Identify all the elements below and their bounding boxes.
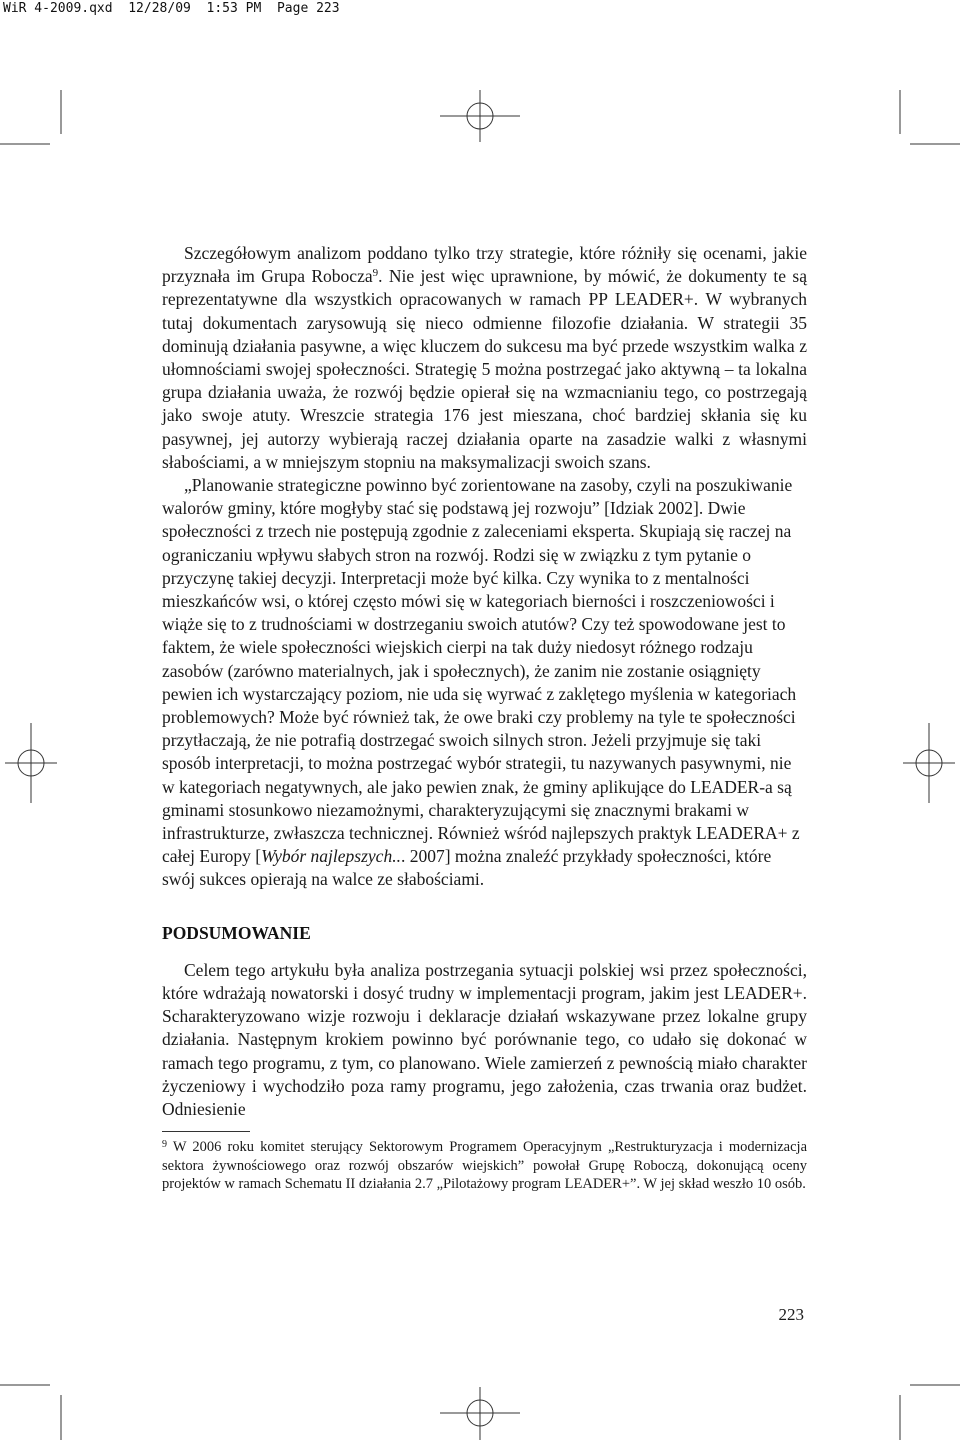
paragraph-text: Szczegółowym analizom poddano tylko trzy strategie, które różniły się ocenami, jakie przyznała im Grupa Robocza xyxy=(162,243,807,287)
registration-target-bottom xyxy=(440,1387,520,1440)
registration-target-top xyxy=(440,90,520,142)
slug-filename: WiR 4-2009.qxd xyxy=(3,1,113,16)
summary-paragraph: Celem tego artykułu była analiza postrzegania sytuacji polskiej wsi przez społeczności, które wdrażają nowatorski i dosyć trudny w implementacji program, jakim jest LEADER+. Scharakteryzowano wizje rozwoju i deklaracje działań wskazywane przez lokalne grupy działania. Następnym krokiem powinno być porównanie tego, co udało się dokonać w ramach tego programu, z tym, co planowano. Wiele zamierzeń z pewnością miało charakter życzeniowy i wychodziło poza ramy programu, jego założenia, czas trwania oraz budżet. Odniesienie xyxy=(162,959,807,1119)
footnote xyxy=(162,1138,807,1194)
page-number: 223 xyxy=(778,1305,804,1324)
italic-citation-title: Wybór najlepszych.. xyxy=(261,846,401,867)
footnote-text: W 2006 roku komitet sterujący Sektorowym Programem Operacyjnym „Restrukturyzacja i modernizacja sektora żywnościowego oraz rozwój obszarów wiejskich” powołał Grupę Roboczą, dokonującą oceny projektów w ramach Schematu II działania 2.7 „Pilotażowy program LEADER+”. W jej skład weszło 10 osób. xyxy=(162,1139,807,1193)
slug-page-label: Page 223 xyxy=(276,1,340,16)
section-heading: PODSUMOWANIE xyxy=(162,922,311,943)
footnote-reference[interactable]: 9 xyxy=(372,267,379,280)
page-content xyxy=(162,242,807,1194)
footnote-divider xyxy=(162,1131,250,1132)
body-paragraph-2 xyxy=(162,474,807,892)
body-paragraph-1 xyxy=(162,242,807,474)
footnote-number: 9 xyxy=(162,1139,167,1151)
slug-time: 1:53 PM xyxy=(206,1,262,16)
slug-date: 12/28/09 xyxy=(128,1,191,16)
paragraph-text: „Planowanie strategiczne powinno być zorientowane na zasoby, czyli na poszukiwanie walorów gminy, które mogłyby stać się podstawą jej rozwoju” [Idziak 2002]. Dwie społeczności z trzech nie postępują zgodnie z zaleceniami eksperta. Skupiają się raczej na ograniczaniu wpływu słabych stron na rozwój. Rodzi się w związku z tym pytanie o przyczynę takiej decyzji. Interpretacji może być kilka. Czy wynika to z mentalności mieszkańców wsi, o której często mówi się w kategoriach bierności i roszczeniowości i wiąże się to z trudnościami w dostrzeganiu swoich atutów? Czy też spowodowane jest to faktem, że wiele społeczności wiejskich cierpi na tak duży niedosyt różnego rodzaju zasobów (zarówno materialnych, jak i społecznych), że zanim nie zostanie osiągnięty pewien ich wystarczający poziom, nie uda się wyrwać z zaklętego myślenia w kategoriach problemowych? Może być również tak, że owe braki czy problemy na tyle te społeczności przytłaczają, że nie potrafią dostrzegać swoich silnych stron. Jeżeli przyjmuje się taki sposób interpretacji, to można postrzegać wybór strategii, tu nazywanych pasywnymi, nie w kategoriach negatywnych, ale jako pewien znak, że gminy aplikujące do LEADER-a są gminami stosunkowo niezamożnymi, charakteryzującymi się znacznymi brakami w infrastrukturze, zwłaszcza technicznej. Również wśród najlepszych praktyk LEADERA+ z całej Europy [ xyxy=(162,475,800,867)
registration-target-left xyxy=(5,723,57,803)
paragraph-text: . 2007] można znaleźć przykłady społeczności, które swój sukces opierają na walce ze słabościami. xyxy=(162,846,772,890)
paragraph-text: . Nie jest więc uprawnione, by mówić, że dokumenty te są reprezentatywne dla wszystkich opracowanych w ramach PP LEADER+. W wybranych tutaj dokumentach zarysowują się nieco odmienne filozofie działania. W strategii 35 dominują działania pasywne, a więc kluczem do sukcesu ma być przede wszystkim walka z ułomnościami swojej społeczności. Strategię 5 można postrzegać jako aktywną – ta lokalna grupa działania uważa, że rozwój będzie opierał się na wzmacnianiu tego, co postrzegają jako swoje atuty. Wreszcie strategia 176 jest mieszana, choć bardziej skłania się ku pasywnej, jej autorzy wybierają raczej działania oparte na zasadzie walki z własnymi słabościami, a w mniejszym stopniu na maksymalizacji swoich szans. xyxy=(162,266,807,472)
registration-target-right xyxy=(903,723,955,803)
